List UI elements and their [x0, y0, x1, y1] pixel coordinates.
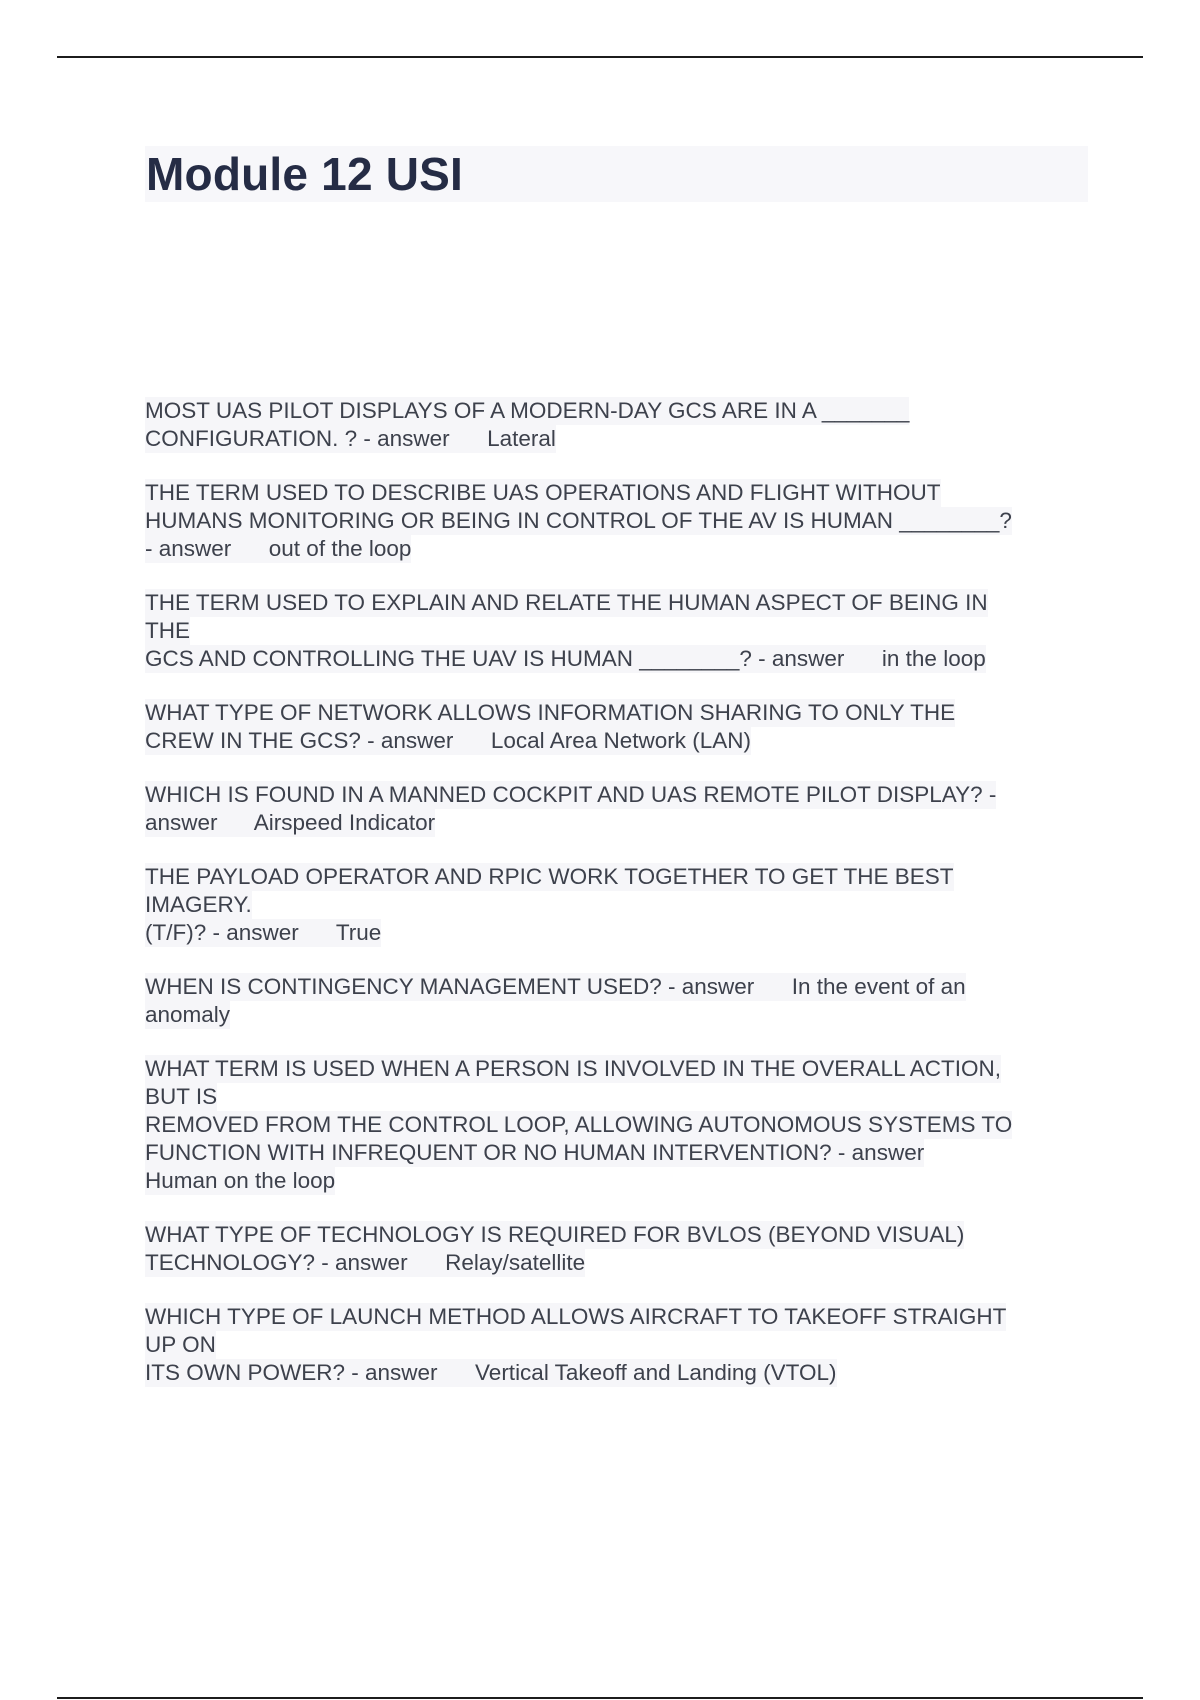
qa-line: answer Airspeed Indicator	[145, 810, 436, 835]
qa-item	[145, 397, 1105, 453]
qa-item	[145, 1055, 1105, 1195]
qa-line: WHICH TYPE OF LAUNCH METHOD ALLOWS AIRCRAFT TO TAKEOFF STRAIGHT	[145, 1304, 1007, 1329]
qa-line: THE PAYLOAD OPERATOR AND RPIC WORK TOGETHER TO GET THE BEST	[145, 864, 954, 889]
qa-item	[145, 699, 1105, 755]
qa-line: CREW IN THE GCS? - answer Local Area Network (LAN)	[145, 728, 751, 753]
qa-line: GCS AND CONTROLLING THE UAV IS HUMAN ________? - answer in the loop	[145, 646, 986, 671]
qa-line: REMOVED FROM THE CONTROL LOOP, ALLOWING AUTONOMOUS SYSTEMS TO	[145, 1112, 1013, 1137]
header-rule	[57, 56, 1143, 58]
qa-line: UP ON	[145, 1332, 216, 1357]
qa-line: BUT IS	[145, 1084, 218, 1109]
qa-line: IMAGERY.	[145, 892, 252, 917]
qa-line: THE TERM USED TO DESCRIBE UAS OPERATIONS AND FLIGHT WITHOUT	[145, 480, 941, 505]
qa-line: anomaly	[145, 1002, 231, 1027]
qa-line: TECHNOLOGY? - answer Relay/satellite	[145, 1250, 586, 1275]
qa-item	[145, 973, 1105, 1029]
qa-line: WHEN IS CONTINGENCY MANAGEMENT USED? - answer In the event of an	[145, 974, 966, 999]
qa-line: WHAT TYPE OF TECHNOLOGY IS REQUIRED FOR BVLOS (BEYOND VISUAL)	[145, 1222, 965, 1247]
qa-list	[145, 397, 1105, 1387]
qa-line: THE	[145, 618, 190, 643]
qa-line: WHAT TERM IS USED WHEN A PERSON IS INVOLVED IN THE OVERALL ACTION,	[145, 1056, 1002, 1081]
qa-line: MOST UAS PILOT DISPLAYS OF A MODERN-DAY GCS ARE IN A _______	[145, 398, 910, 423]
qa-item	[145, 781, 1105, 837]
qa-line: HUMANS MONITORING OR BEING IN CONTROL OF THE AV IS HUMAN ________?	[145, 508, 1012, 533]
qa-line: FUNCTION WITH INFREQUENT OR NO HUMAN INTERVENTION? - answer	[145, 1140, 925, 1165]
qa-line: Human on the loop	[145, 1168, 336, 1193]
page-title: Module 12 USI	[146, 148, 463, 200]
qa-item	[145, 1303, 1105, 1387]
qa-line: WHICH IS FOUND IN A MANNED COCKPIT AND UAS REMOTE PILOT DISPLAY? -	[145, 782, 997, 807]
qa-item	[145, 1221, 1105, 1277]
qa-item	[145, 863, 1105, 947]
qa-line: - answer out of the loop	[145, 536, 412, 561]
qa-line: WHAT TYPE OF NETWORK ALLOWS INFORMATION SHARING TO ONLY THE	[145, 700, 956, 725]
qa-line: (T/F)? - answer True	[145, 920, 382, 945]
footer-rule	[57, 1697, 1143, 1699]
qa-item	[145, 589, 1105, 673]
qa-line: THE TERM USED TO EXPLAIN AND RELATE THE HUMAN ASPECT OF BEING IN	[145, 590, 988, 615]
qa-line: ITS OWN POWER? - answer Vertical Takeoff and Landing (VTOL)	[145, 1360, 837, 1385]
qa-line: CONFIGURATION. ? - answer Lateral	[145, 426, 556, 451]
qa-item	[145, 479, 1105, 563]
